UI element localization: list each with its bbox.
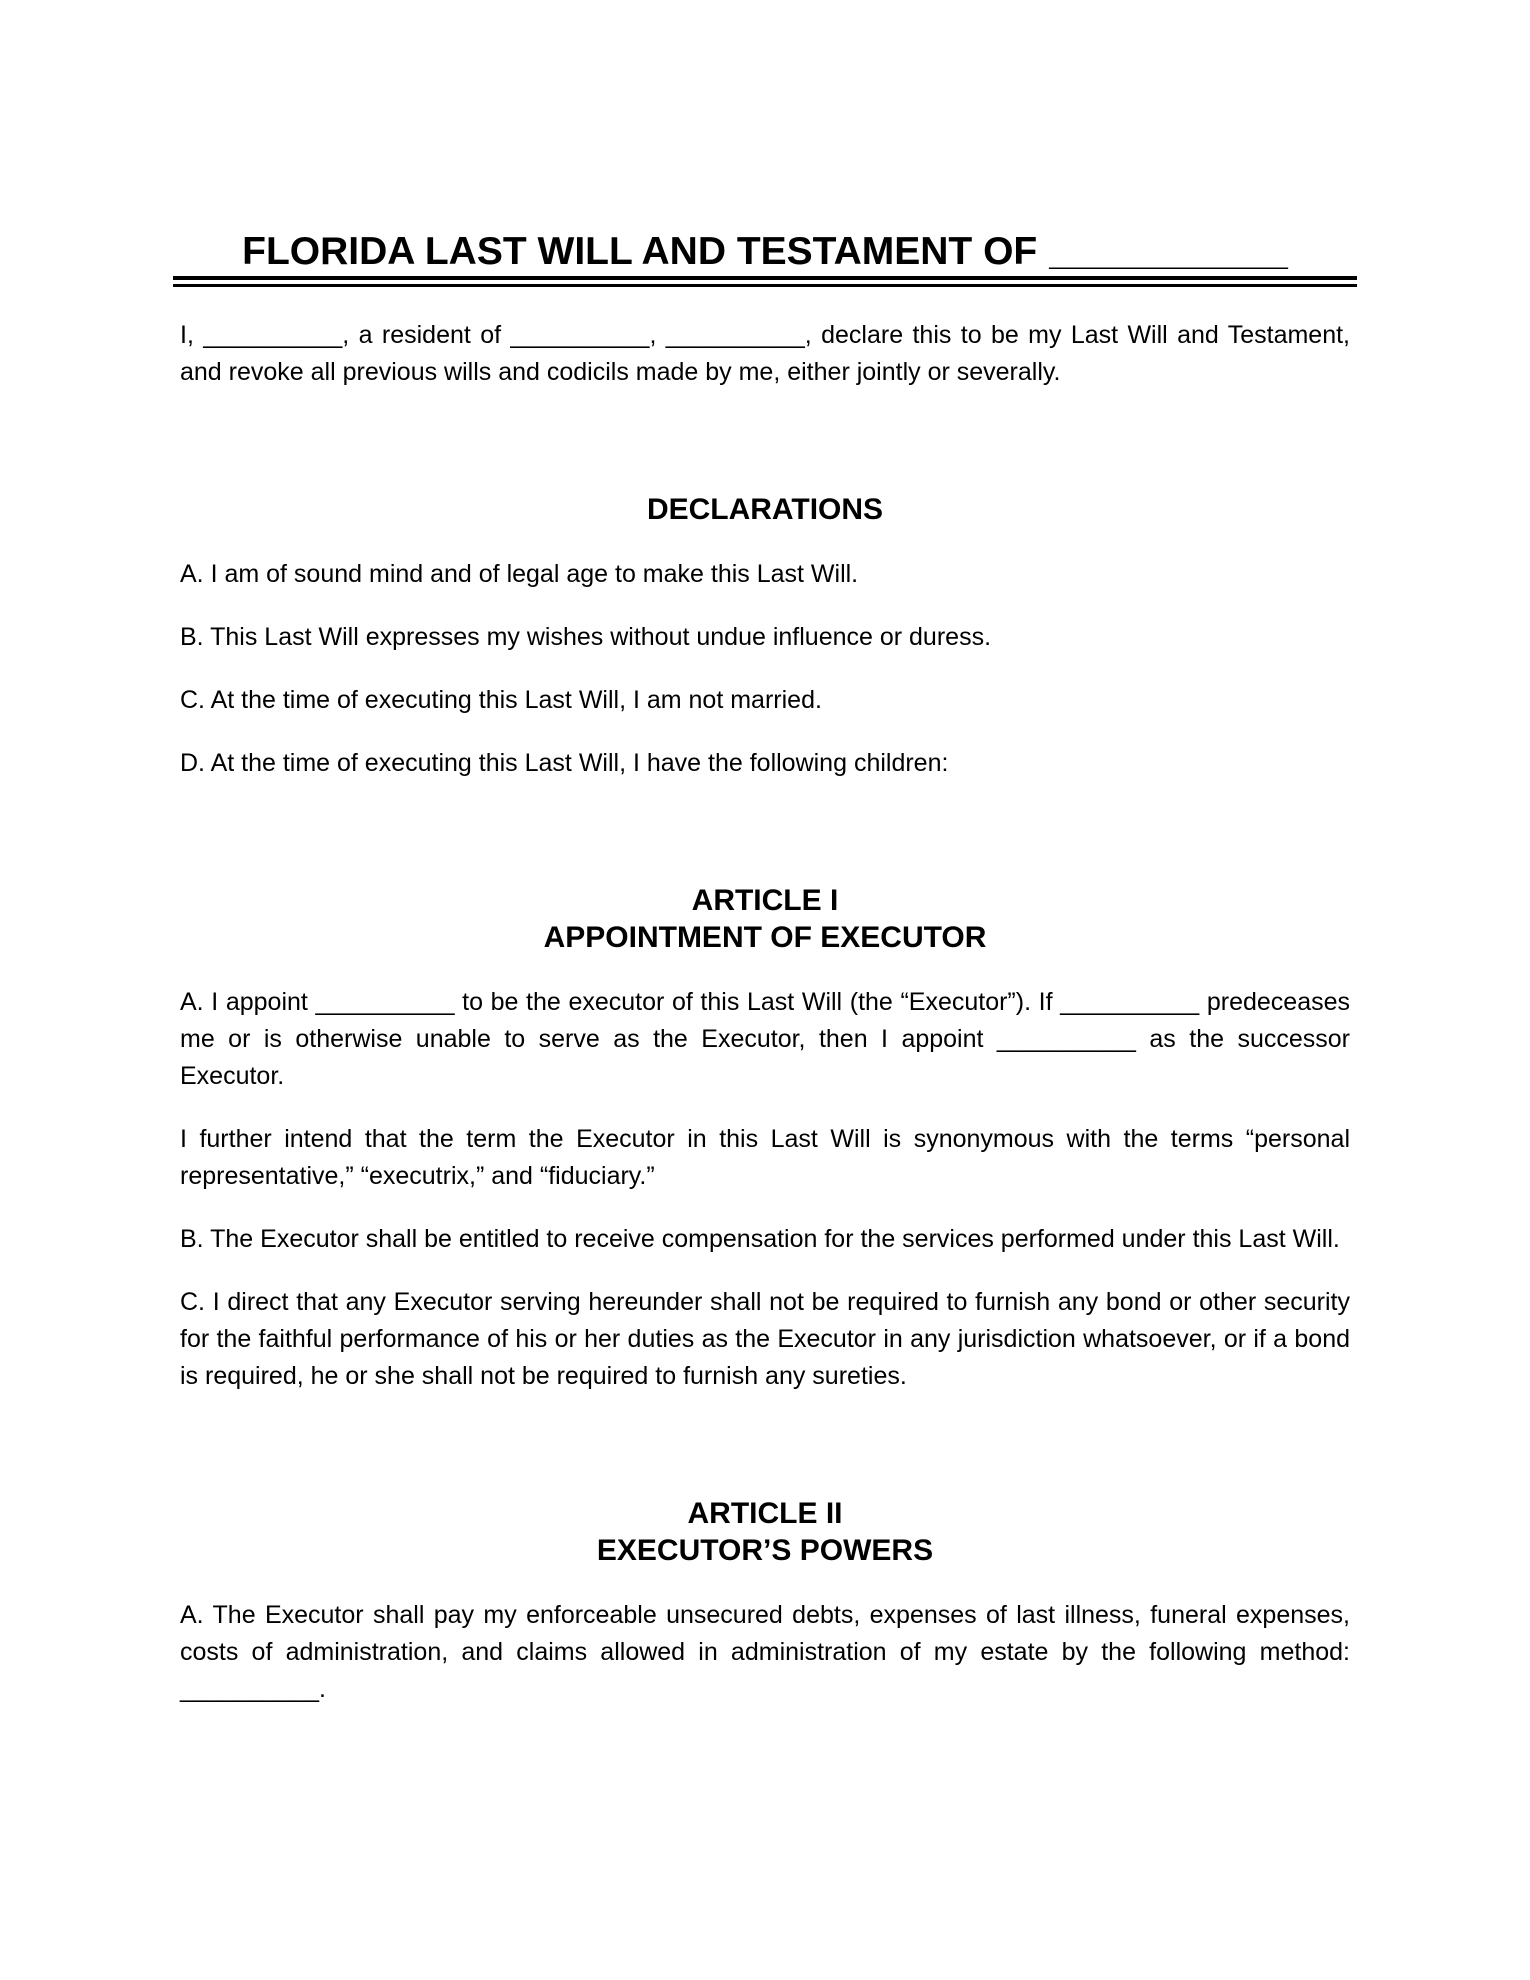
declaration-item-a: A. I am of sound mind and of legal age to make this Last Will. bbox=[180, 560, 859, 588]
document-header bbox=[180, 230, 1350, 287]
intro-paragraph: I, __________, a resident of __________, __________, declare this to be my Last Will and Testament, and revoke all previous wills and codicils made by me, either jointly or severally. bbox=[180, 321, 1350, 386]
document-title bbox=[180, 230, 1350, 274]
article1-paragraph-a: A. I appoint __________ to be the executor of this Last Will (the “Executor”). If __________ predeceases me or is otherwise unable to serve as the Executor, then I appoint __________ as the successor Executor. bbox=[180, 988, 1350, 1090]
article1-paragraph-c: C. I direct that any Executor serving hereunder shall not be required to furnish any bond or other security for the faithful performance of his or her duties as the Executor in any jurisdiction whatsoever, or if a bond is required, he or she shall not be required to furnish any sureties. bbox=[180, 1288, 1350, 1390]
declarations-heading: DECLARATIONS bbox=[646, 493, 884, 526]
document-title-text: FLORIDA LAST WILL AND TESTAMENT OF bbox=[242, 230, 1038, 273]
declaration-item-b: B. This Last Will expresses my wishes without undue influence or duress. bbox=[180, 623, 992, 651]
testator-name-blank: ___________ bbox=[1049, 230, 1288, 273]
article1-heading-title: APPOINTMENT OF EXECUTOR bbox=[543, 921, 987, 954]
article1-paragraph-intent: I further intend that the term the Executor in this Last Will is synonymous with the terms “personal representative,” “executrix,” and “fiduciary.” bbox=[180, 1125, 1350, 1190]
article2-heading-title: EXECUTOR’S POWERS bbox=[596, 1534, 934, 1567]
article1-heading-number: ARTICLE I bbox=[691, 884, 839, 917]
article2-paragraph-a: A. The Executor shall pay my enforceable unsecured debts, expenses of last illness, funeral expenses, costs of administration, and claims allowed in administration of my estate by the following method: __________. bbox=[180, 1601, 1350, 1703]
article2-heading-number: ARTICLE II bbox=[687, 1497, 843, 1530]
declaration-item-d: D. At the time of executing this Last Will, I have the following children: bbox=[180, 749, 949, 777]
article1-paragraph-b: B. The Executor shall be entitled to receive compensation for the services performed under this Last Will. bbox=[180, 1225, 1340, 1253]
article2-heading bbox=[180, 1495, 1350, 1569]
title-double-rule bbox=[173, 276, 1357, 287]
article1-heading bbox=[180, 882, 1350, 956]
declaration-item-c: C. At the time of executing this Last Will, I am not married. bbox=[180, 686, 822, 714]
